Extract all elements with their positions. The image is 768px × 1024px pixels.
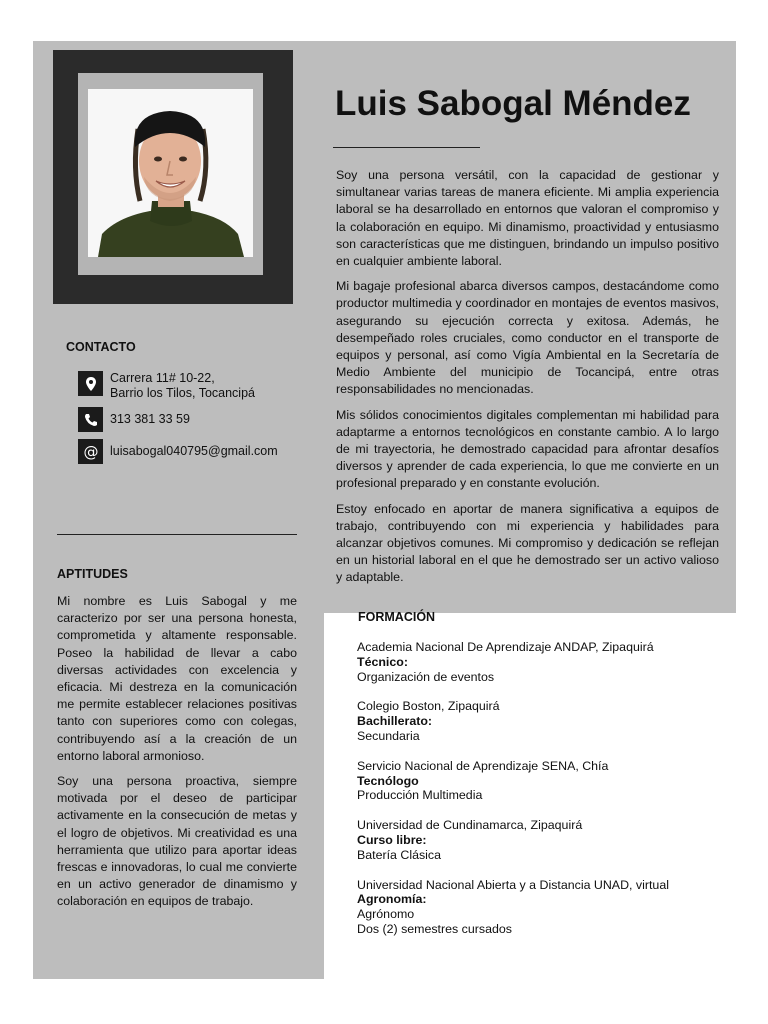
edu-degree: Tecnólogo xyxy=(357,773,419,788)
contact-address-text xyxy=(110,371,255,401)
list-item xyxy=(357,640,717,684)
name-divider xyxy=(333,147,480,148)
phone-icon xyxy=(78,407,103,432)
address-line: Carrera 11# 10-22, xyxy=(110,371,215,385)
skills-heading: APTITUDES xyxy=(57,567,128,581)
edu-program: Batería Clásica xyxy=(357,847,442,862)
contact-address xyxy=(78,371,255,401)
skills-paragraph: Mi nombre es Luis Sabogal y me caracterizo por ser una persona honesta, comprometida y altamente responsable. Poseo la habilidad de llevar a cabo diversas actividades con excelencia y eficacia. Mi destreza en la comunicación me permite establecer relaciones positivas tanto con superiores como con colegas, contribuyendo así a la creación de un entorno laboral armonioso. xyxy=(57,594,297,763)
phone-number[interactable]: 313 381 33 59 xyxy=(110,412,190,426)
list-item xyxy=(357,699,717,743)
summary-paragraph: Mis sólidos conocimientos digitales complementan mi habilidad para adaptarme a entornos tecnológicos en constante cambio. A lo largo de mi trayectoria, he demostrado capacidad para afrontar desafíos diversos y aprender de cada experiencia, lo que me convierte en un profesional preparado y en constante evolución. xyxy=(336,407,719,491)
edu-degree: Agronomía: xyxy=(357,892,427,907)
list-item xyxy=(357,759,717,803)
edu-degree: Técnico: xyxy=(357,654,408,669)
edu-program: Producción Multimedia xyxy=(357,788,483,803)
location-pin-icon xyxy=(78,371,103,396)
at-sign-icon xyxy=(78,439,103,464)
edu-degree: Bachillerato: xyxy=(357,714,433,729)
edu-program: Organización de eventos xyxy=(357,669,495,684)
edu-institution: Servicio Nacional de Aprendizaje SENA, Chía xyxy=(357,758,609,773)
profile-photo xyxy=(88,89,253,257)
summary-paragraph: Estoy enfocado en aportar de manera significativa a equipos de trabajo, contribuyendo con mi experiencia y habilidades para alcanzar objetivos comunes. Mi compromiso y dedicación se reflejan en un historial laboral en el que he demostrado ser un activo valioso y adaptable. xyxy=(336,501,719,585)
svg-text:@: @ xyxy=(83,442,98,461)
profile-summary xyxy=(336,167,719,595)
skills-section xyxy=(57,593,297,919)
education-heading: FORMACIÓN xyxy=(358,610,436,624)
address-line: Barrio los Tilos, Tocancipá xyxy=(110,386,255,400)
contact-heading: CONTACTO xyxy=(66,340,136,354)
edu-institution: Colegio Boston, Zipaquirá xyxy=(357,699,500,714)
education-list xyxy=(357,640,717,952)
summary-paragraph: Mi bagaje profesional abarca diversos campos, destacándome como productor multimedia y coordinador en montajes de eventos masivos, asegurando su ejecución correcta y exitosa. Además, he desempeñado roles cruciales, como conductor en el transporte de equipos y personal, así como Vigía Ambiental en la Secretaría de Medio Ambiente del municipio de Tocancipá, entre otras responsabilidades no mencionadas. xyxy=(336,279,719,397)
edu-degree: Curso libre: xyxy=(357,832,427,847)
contact-phone xyxy=(78,407,190,432)
list-item xyxy=(357,878,717,937)
sidebar-divider xyxy=(57,534,297,535)
skills-paragraph: Soy una persona proactiva, siempre motivada por el deseo de participar activamente en la consecución de metas y el logro de objetivos. Mi creatividad es una herramienta que utilizo para aportar ideas frescas e innovadoras, lo cual me convierte en un activo generador de dinamismo y colaboración en equipos de trabajo. xyxy=(57,774,297,909)
email-address[interactable]: luisabogal040795@gmail.com xyxy=(110,444,278,458)
list-item xyxy=(357,818,717,862)
edu-program: Agrónomo xyxy=(357,907,415,922)
edu-institution: Universidad de Cundinamarca, Zipaquirá xyxy=(357,818,583,833)
edu-note: Dos (2) semestres cursados xyxy=(357,921,512,936)
edu-program: Secundaria xyxy=(357,728,420,743)
summary-paragraph: Soy una persona versátil, con la capacidad de gestionar y simultanear varias tareas de manera eficiente. Mi amplia experiencia laboral se ha desarrollado en entornos que valoran el compromiso y la colaboración en equipo. Mi dinamismo, proactividad y entusiasmo son características que me distinguen, brindando un impulso positivo en cualquier ambiente laboral. xyxy=(336,168,719,269)
person-name: Luis Sabogal Méndez xyxy=(335,84,691,123)
edu-institution: Universidad Nacional Abierta y a Distancia UNAD, virtual xyxy=(357,877,669,892)
edu-institution: Academia Nacional De Aprendizaje ANDAP, Zipaquirá xyxy=(357,640,654,654)
contact-email xyxy=(78,439,278,464)
